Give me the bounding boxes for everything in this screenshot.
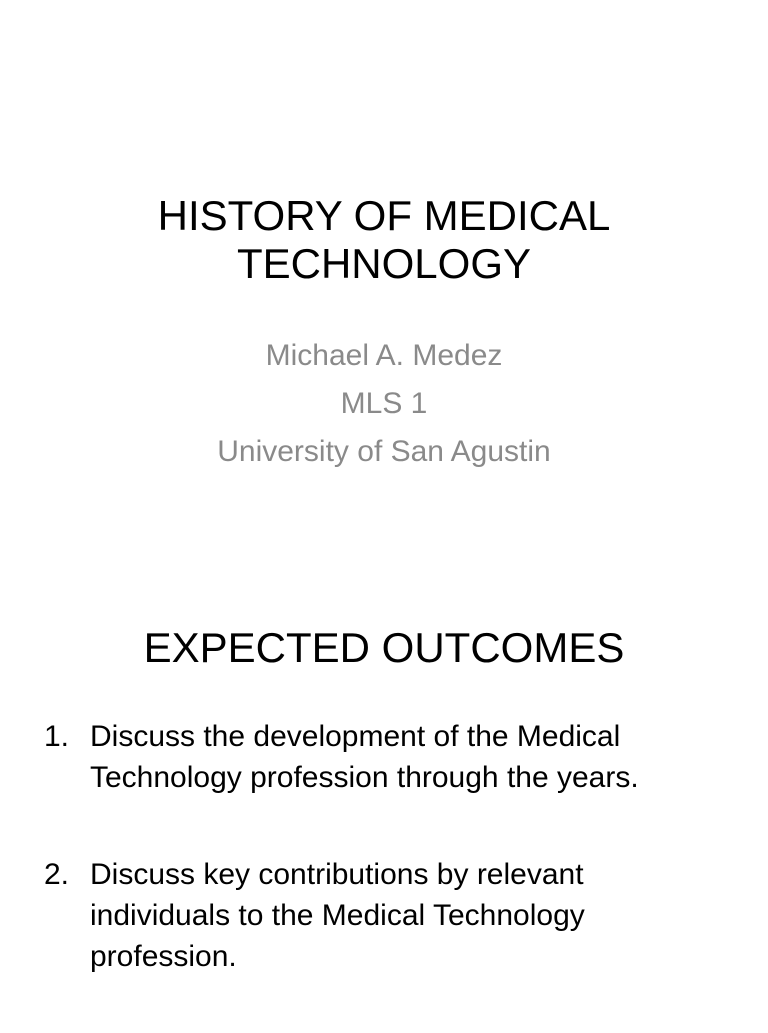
- course-code: MLS 1: [340, 387, 428, 420]
- list-item-text-line: Technology profession through the years.: [90, 761, 639, 794]
- slide-title: [0, 192, 768, 288]
- list-item-number: 1.: [44, 720, 70, 753]
- outcomes-slide: [0, 512, 768, 1024]
- slide-title-line: HISTORY OF MEDICAL: [157, 192, 611, 239]
- list-item-text-line: profession.: [90, 940, 237, 973]
- list-item-text-line: Discuss the development of the Medical: [90, 720, 621, 753]
- list-item-text-line: Discuss key contributions by relevant: [90, 858, 584, 891]
- outcomes-title: EXPECTED OUTCOMES: [143, 624, 625, 671]
- list-item-text-line: individuals to the Medical Technology: [90, 899, 585, 932]
- list-item: [44, 716, 734, 798]
- list-item-number: 2.: [44, 858, 70, 891]
- slide-title-line: TECHNOLOGY: [236, 240, 532, 287]
- university-name: University of San Agustin: [217, 435, 551, 468]
- title-slide: [0, 0, 768, 512]
- list-item: [44, 854, 734, 977]
- author-info: [0, 332, 768, 476]
- outcomes-list: [44, 716, 734, 1033]
- author-name: Michael A. Medez: [265, 339, 503, 372]
